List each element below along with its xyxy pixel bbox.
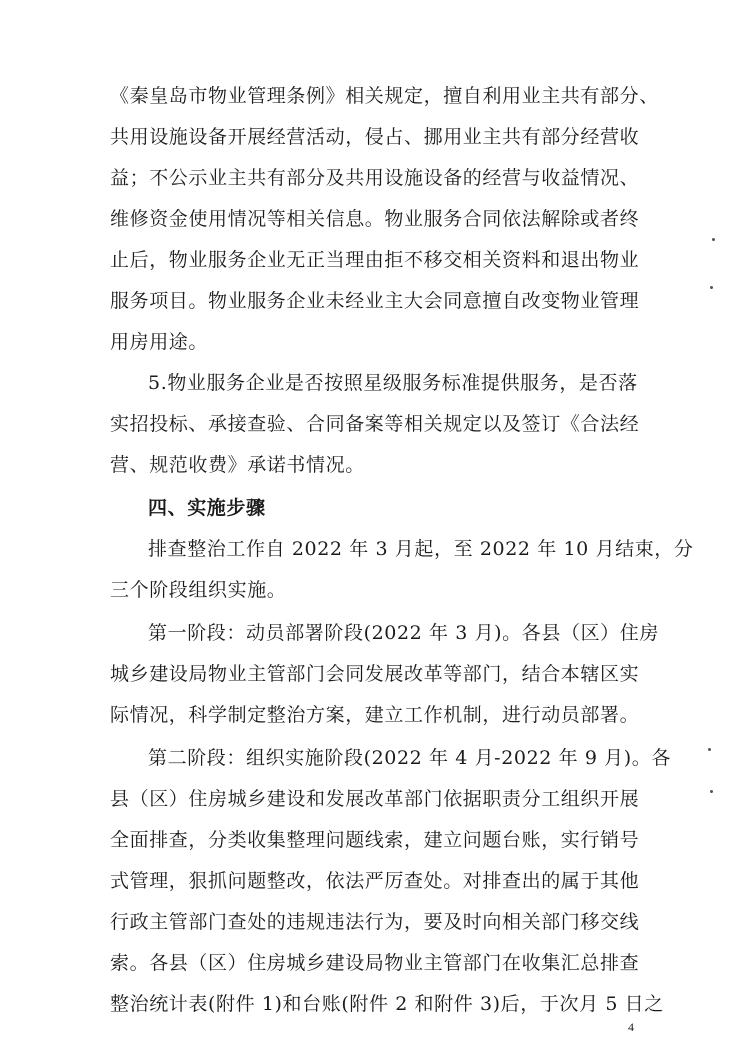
text-line: 三个阶段组织实施。 (110, 579, 287, 601)
text-line: 服务项目。物业服务企业未经业主大会同意擅自改变物业管理 (110, 290, 640, 312)
page-number: 4 (628, 1020, 634, 1034)
text-line: 第一阶段：动员部署阶段(2022 年 3 月)。各县（区）住房 (148, 622, 659, 644)
scan-speck (710, 790, 713, 793)
text-line: 5.物业服务企业是否按照星级服务标准提供服务，是否落 (148, 372, 638, 394)
text-line: 索。各县（区）住房城乡建设局物业主管部门在收集汇总排查 (110, 952, 640, 974)
text-line: 行政主管部门查处的违规违法行为，要及时向相关部门移交线 (110, 911, 640, 933)
text-line: 维修资金使用情况等相关信息。物业服务合同依法解除或者终 (110, 208, 640, 230)
scan-speck (712, 238, 715, 241)
text-line: 县（区）住房城乡建设和发展改革部门依据职责分工组织开展 (110, 788, 640, 810)
text-line: 排查整治工作自 2022 年 3 月起，至 2022 年 10 月结束，分 (148, 538, 694, 560)
text-line: 全面排查，分类收集整理问题线索，建立问题台账，实行销号 (110, 829, 640, 851)
text-line: 第二阶段：组织实施阶段(2022 年 4 月-2022 年 9 月)。各 (148, 747, 671, 769)
text-line: 式管理，狠抓问题整改，依法严厉查处。对排查出的属于其他 (110, 870, 640, 892)
scan-speck (710, 286, 713, 289)
text-line: 益；不公示业主共有部分及共用设施设备的经营与收益情况、 (110, 167, 640, 189)
text-line: 营、规范收费》承诺书情况。 (110, 454, 365, 476)
text-line: 用房用途。 (110, 331, 209, 353)
text-line: 整治统计表(附件 1)和台账(附件 2 和附件 3)后，于次月 5 日之 (110, 993, 664, 1015)
text-line: 际情况，科学制定整治方案，建立工作机制，进行动员部署。 (110, 704, 640, 726)
text-line: 《秦皇岛市物业管理条例》相关规定，擅自利用业主共有部分、 (110, 85, 659, 107)
text-line: 共用设施设备开展经营活动，侵占、挪用业主共有部分经营收 (110, 126, 640, 148)
scan-speck (708, 748, 711, 751)
text-line: 城乡建设局物业主管部门会同发展改革等部门，结合本辖区实 (110, 663, 640, 685)
text-line: 实招投标、承接查验、合同备案等相关规定以及签订《合法经 (110, 413, 640, 435)
section-heading: 四、实施步骤 (148, 497, 266, 519)
text-line: 止后，物业服务企业无正当理由拒不移交相关资料和退出物业 (110, 249, 640, 271)
